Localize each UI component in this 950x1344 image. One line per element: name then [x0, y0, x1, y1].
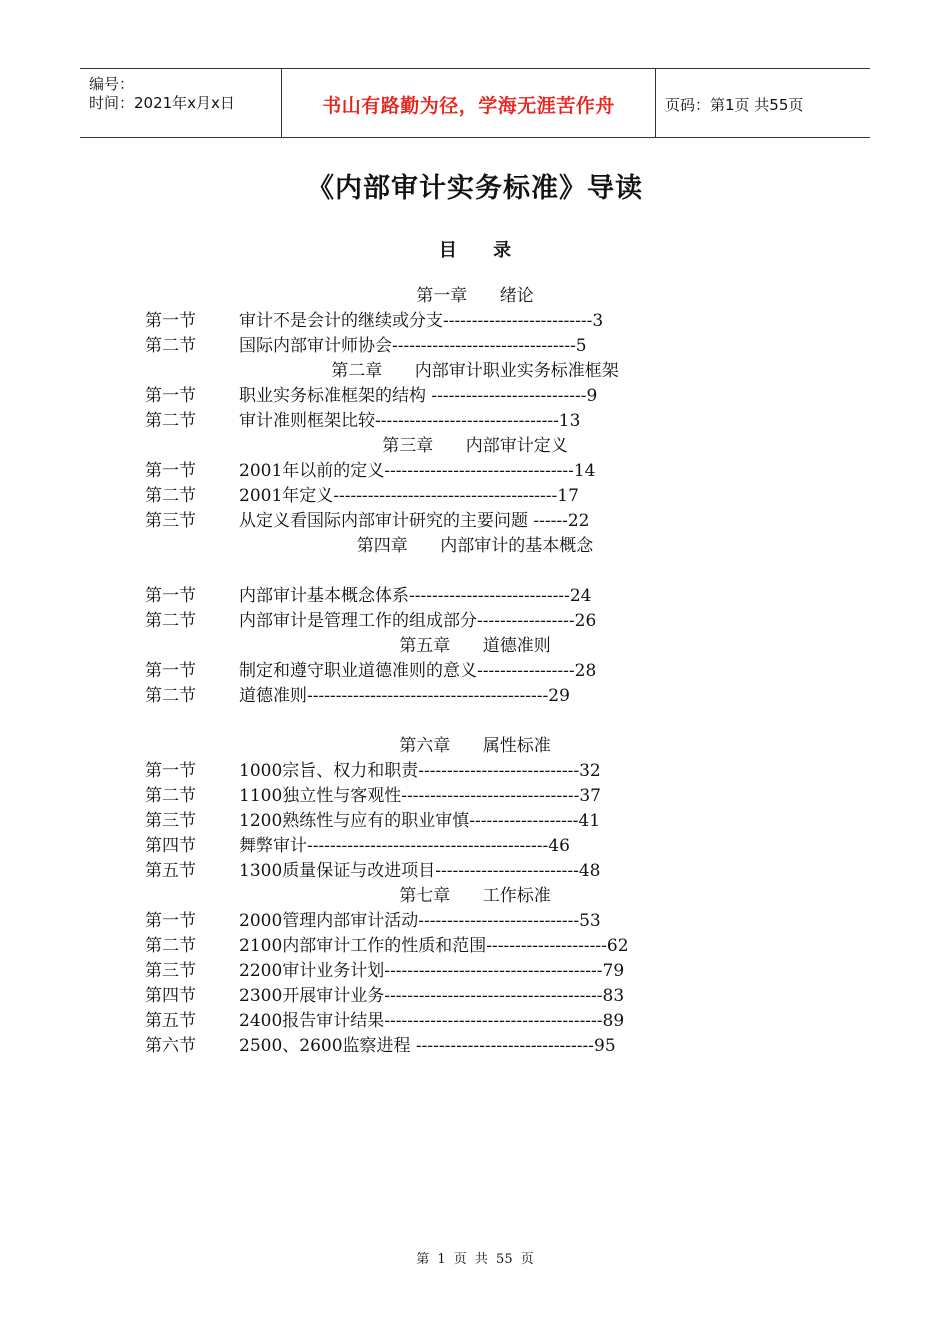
section-entry: 从定义看国际内部审计研究的主要问题 ------22: [239, 511, 590, 531]
section-number: 第二节: [145, 786, 196, 806]
section-number: 第三节: [145, 961, 196, 981]
chapter-title: 第二章 内部审计职业实务标准框架: [331, 361, 619, 381]
toc-chapter-row: [0, 634, 950, 659]
toc-entry-row: [0, 384, 950, 409]
header-motto-cell: [282, 69, 656, 137]
toc-entry-row: [0, 409, 950, 434]
section-number: 第四节: [145, 986, 196, 1006]
toc-entry-row: [0, 834, 950, 859]
header-page-cell: [656, 69, 870, 137]
toc-entry-row: [0, 984, 950, 1009]
toc-entry-row: [0, 759, 950, 784]
document-title: 《内部审计实务标准》导读: [307, 173, 643, 204]
toc-chapter-row: [0, 359, 950, 384]
section-entry: 2400报告审计结果--------------------------------------89: [239, 1011, 625, 1031]
section-entry: 2300开展审计业务--------------------------------------83: [239, 986, 625, 1006]
section-number: 第一节: [145, 586, 196, 606]
page-footer: 第 1 页 共 55 页: [416, 1252, 534, 1267]
section-number: 第二节: [145, 336, 196, 356]
toc-spacer: [0, 559, 950, 584]
toc-entry-row: [0, 684, 950, 709]
section-number: 第二节: [145, 411, 196, 431]
toc-entry-row: [0, 309, 950, 334]
toc-chapter-row: [0, 534, 950, 559]
section-entry: 1100独立性与客观性-------------------------------37: [239, 786, 601, 806]
section-number: 第二节: [145, 936, 196, 956]
section-number: 第五节: [145, 861, 196, 881]
section-entry: 道德准则------------------------------------------29: [239, 686, 570, 706]
toc-chapter-row: [0, 734, 950, 759]
toc-entry-row: [0, 809, 950, 834]
section-entry: 审计准则框架比较--------------------------------13: [239, 411, 581, 431]
motto-text: 书山有路勤为径，学海无涯苦作舟: [322, 95, 615, 117]
section-number: 第四节: [145, 836, 196, 856]
toc-entry-row: [0, 1009, 950, 1034]
section-entry: 2001年定义---------------------------------------17: [239, 486, 579, 506]
toc-entry-row: [0, 509, 950, 534]
section-entry: 1000宗旨、权力和职责----------------------------32: [239, 761, 601, 781]
section-number: 第一节: [145, 661, 196, 681]
section-number: 第二节: [145, 486, 196, 506]
section-entry: 职业实务标准框架的结构 ---------------------------9: [239, 386, 598, 406]
toc-entry-row: [0, 484, 950, 509]
toc-entry-row: [0, 959, 950, 984]
toc-entry-row: [0, 784, 950, 809]
chapter-title: 第七章 工作标准: [399, 886, 551, 906]
section-entry: 国际内部审计师协会--------------------------------5: [239, 336, 587, 356]
section-number: 第三节: [145, 511, 196, 531]
toc-entry-row: [0, 909, 950, 934]
page-header: [80, 68, 870, 138]
section-number: 第五节: [145, 1011, 196, 1031]
toc-entry-row: [0, 459, 950, 484]
section-entry: 舞弊审计------------------------------------------46: [239, 836, 570, 856]
chapter-title: 第三章 内部审计定义: [382, 436, 568, 456]
section-number: 第二节: [145, 686, 196, 706]
section-number: 第一节: [145, 911, 196, 931]
toc-entry-row: [0, 659, 950, 684]
toc-chapter-row: [0, 884, 950, 909]
number-label: 编号：: [89, 75, 135, 93]
section-entry: 2500、2600监察进程 -------------------------------95: [239, 1036, 616, 1056]
section-number: 第六节: [145, 1036, 196, 1056]
time-label: 时间：2021年x月x日: [89, 94, 235, 112]
toc-entry-row: [0, 609, 950, 634]
toc-chapter-row: [0, 434, 950, 459]
toc-heading: 目 录: [438, 240, 512, 261]
section-entry: 1200熟练性与应有的职业审慎-------------------41: [239, 811, 601, 831]
table-of-contents: [0, 284, 950, 1059]
toc-spacer: [0, 709, 950, 734]
toc-entry-row: [0, 584, 950, 609]
header-meta-cell: [80, 69, 282, 137]
chapter-title: 第四章 内部审计的基本概念: [356, 536, 594, 556]
toc-entry-row: [0, 1034, 950, 1059]
section-number: 第一节: [145, 761, 196, 781]
chapter-title: 第五章 道德准则: [399, 636, 551, 656]
toc-entry-row: [0, 334, 950, 359]
chapter-title: 第六章 属性标准: [399, 736, 551, 756]
chapter-title: 第一章 绪论: [416, 286, 534, 306]
section-number: 第三节: [145, 811, 196, 831]
section-entry: 内部审计基本概念体系----------------------------24: [239, 586, 592, 606]
section-entry: 2001年以前的定义---------------------------------14: [239, 461, 596, 481]
section-number: 第一节: [145, 386, 196, 406]
toc-chapter-row: [0, 284, 950, 309]
section-number: 第二节: [145, 611, 196, 631]
page-info: 页码：第1页 共55页: [665, 96, 804, 114]
toc-entry-row: [0, 934, 950, 959]
section-entry: 内部审计是管理工作的组成部分-----------------26: [239, 611, 597, 631]
toc-entry-row: [0, 859, 950, 884]
section-entry: 制定和遵守职业道德准则的意义-----------------28: [239, 661, 597, 681]
section-entry: 2000管理内部审计活动----------------------------53: [239, 911, 601, 931]
section-entry: 2100内部审计工作的性质和范围---------------------62: [239, 936, 629, 956]
section-number: 第一节: [145, 461, 196, 481]
section-entry: 1300质量保证与改进项目-------------------------48: [239, 861, 601, 881]
section-number: 第一节: [145, 311, 196, 331]
section-entry: 审计不是会计的继续或分支--------------------------3: [239, 311, 604, 331]
section-entry: 2200审计业务计划--------------------------------------79: [239, 961, 625, 981]
